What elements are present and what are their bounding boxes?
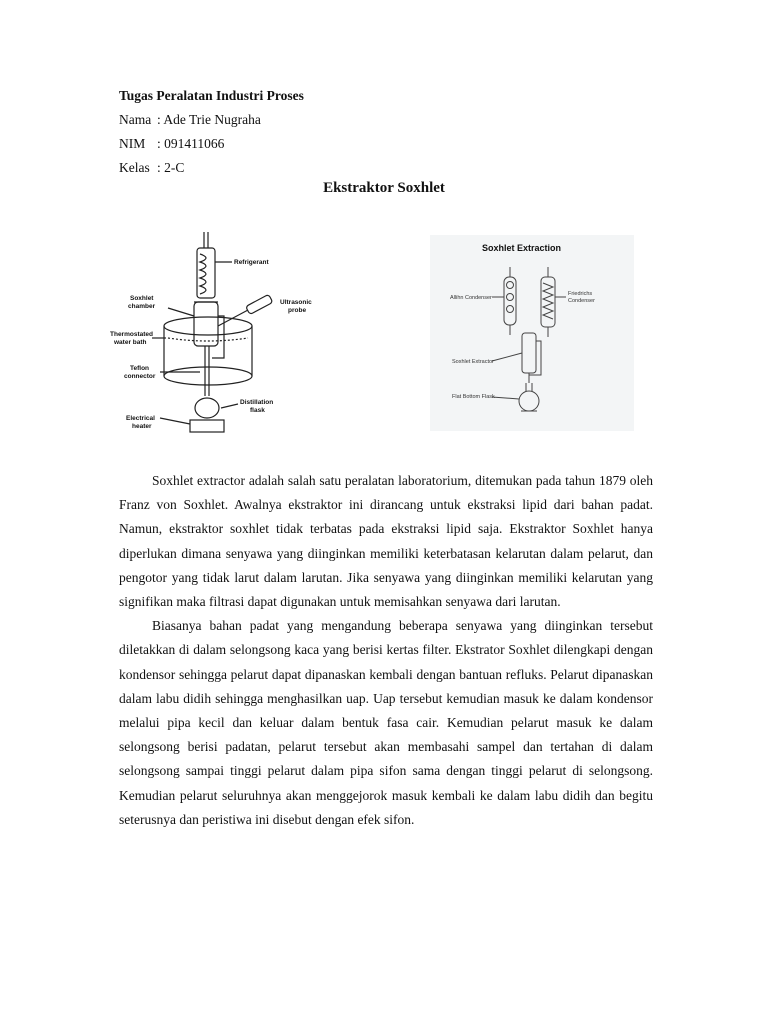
label-extractor: Soxhlet Extractor bbox=[452, 359, 494, 365]
label-heater: Electrical bbox=[126, 415, 155, 422]
label-friedrichs-2: Condenser bbox=[568, 298, 595, 304]
name-label: Nama bbox=[119, 112, 152, 127]
nim-value: : 091411066 bbox=[157, 136, 225, 151]
label-teflon-2: connector bbox=[124, 373, 156, 380]
class-label: Kelas bbox=[119, 160, 150, 175]
assignment-header bbox=[119, 84, 304, 180]
course-title: Tugas Peralatan Industri Proses bbox=[119, 88, 304, 103]
class-value: : 2-C bbox=[157, 160, 185, 175]
body-text bbox=[119, 469, 653, 832]
soxhlet-extraction-diagram bbox=[430, 235, 634, 431]
paragraph-1: Soxhlet extractor adalah salah satu peralatan laboratorium, ditemukan pada tahun 1879 oleh Franz von Soxhlet. Awalnya ekstraktor ini dirancang untuk ekstraksi lipid dari bahan padat. Namun, ekstraktor soxhlet tidak terbatas pada ekstraksi lipid saja. Ekstraktor Soxhlet hanya diperlukan dimana senyawa yang diinginkan memiliki keterbatasan kelarutan dalam pelarut, dan pengotor yang tidak larut dalam larutan. Jika senyawa yang diinginkan memiliki kelarutan yang signifikan maka filtrasi dapat digunakan untuk memisahkan senyawa dari larutan. bbox=[119, 473, 653, 610]
label-thermostated: Thermostated bbox=[110, 331, 153, 338]
soxhlet-ultrasonic-diagram bbox=[108, 226, 318, 436]
label-teflon: Teflon bbox=[130, 365, 150, 372]
class-row bbox=[119, 156, 304, 180]
paragraph-2: Biasanya bahan padat yang mengandung beberapa senyawa yang diinginkan tersebut diletakkan di dalam selongsong kaca yang berisi kertas filter. Ekstrator Soxhlet dilengkapi dengan kondensor sehingga pelarut dapat dipanaskan kembali dengan bantuan refluks. Pelarut dipanaskan dalam labu didih sehingga menghasilkan uap. Uap tersebut kemudian masuk ke dalam kondensor melalui pipa kecil dan keluar dalam bentuk fasa cair. Kemudian pelarut masuk ke dalam selongsong berisi padatan, pelarut tersebut akan membasahi sampel dan tertahan di dalam selongsong sampai tinggi pelarut dalam pipa sifon sama dengan tinggi pelarut di selongsong. Kemudian pelarut seluruhnya akan menggejorok masuk kembali ke dalam labu didih dan begitu seterusnya dan peristiwa ini disebut dengan efek sifon. bbox=[119, 618, 653, 827]
label-thermostated-2: water bath bbox=[114, 339, 147, 346]
extraction-title: Soxhlet Extraction bbox=[482, 243, 562, 253]
label-allihn: Allihn Condenser bbox=[450, 295, 492, 301]
label-distillation-2: flask bbox=[250, 407, 265, 414]
label-ultrasonic-2: probe bbox=[288, 307, 307, 314]
nim-label: NIM bbox=[119, 136, 146, 151]
label-refrigerant: Refrigerant bbox=[234, 259, 269, 266]
label-heater-2: heater bbox=[132, 423, 152, 430]
label-flask: Flat Bottom Flask bbox=[452, 394, 495, 400]
label-ultrasonic: Ultrasonic bbox=[280, 299, 312, 306]
name-row bbox=[119, 108, 304, 132]
label-soxhlet-chamber: Soxhlet bbox=[130, 295, 154, 302]
nim-row bbox=[119, 132, 304, 156]
label-friedrichs: Friedrichs bbox=[568, 291, 593, 297]
document-title: Ekstraktor Soxhlet bbox=[323, 180, 445, 196]
name-value: : Ade Trie Nugraha bbox=[157, 112, 261, 127]
label-soxhlet-chamber-2: chamber bbox=[128, 303, 156, 310]
label-distillation: Distillation bbox=[240, 399, 274, 406]
